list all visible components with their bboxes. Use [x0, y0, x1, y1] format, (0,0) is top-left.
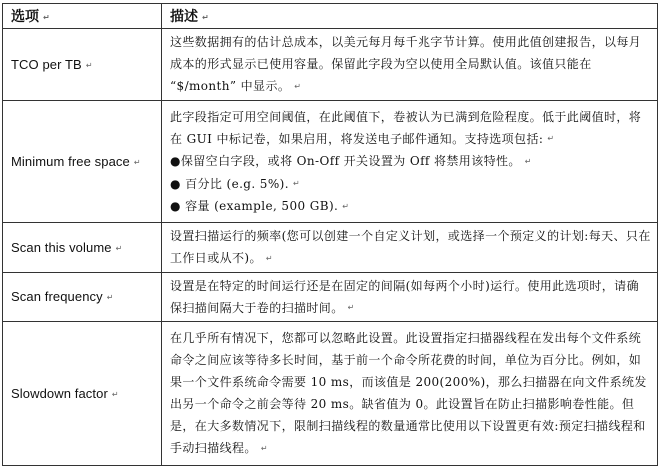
option-description: 此字段指定可用空间阈值，在此阈值下，卷被认为已满到危险程度。低于此阈值时，将在 GUI 中标记卷，如果启用，将发送电子邮件通知。支持选项包括: ↵ ●保留空白字段，或将 On-Off 开关设置为 Off 将禁用该特性。 ↵ ● 百分比 (e.g. 5%). ↵ ● 容量 (example, 500 GB). ↵	[162, 101, 658, 223]
option-description: 在几乎所有情况下，您都可以忽略此设置。此设置指定扫描器线程在发出每个文件系统命令之间应该等待多长时间，基于前一个命令所花费的时间，单位为百分比。例如，如果一个文件系统命令需要 10 ms，而该值是 200(200%)，那么扫描器在向文件系统发出另一个命令之前会等待 20 ms。缺省值为 0。此设置旨在防止扫描影响卷性能。但是，在大多数情况下，限制扫描线程的数量通常比使用以下设置更有效:预定扫描线程和手动扫描线程。 ↵	[162, 322, 658, 466]
option-description: 设置是在特定的时间运行还是在固定的间隔(如每两个小时)运行。使用此选项时，请确保扫描间隔大于卷的扫描时间。 ↵	[162, 272, 658, 322]
option-name: TCO per TB ↵	[3, 29, 162, 101]
bullet-item: ● 百分比 (e.g. 5%). ↵	[170, 176, 301, 191]
option-name: Slowdown factor ↵	[3, 322, 162, 466]
table-row-tco-per-tb	[3, 29, 658, 101]
option-description: 这些数据拥有的估计总成本，以美元每月每千兆字节计算。使用此值创建报告，以每月成本的形式显示已使用容量。保留此字段为空以使用全局默认值。该值只能在 “$/month” 中显示。 ↵	[162, 29, 658, 101]
bullet-item: ● 容量 (example, 500 GB). ↵	[170, 199, 350, 213]
table-row-scan-this-volume	[3, 223, 658, 273]
table-header-row	[3, 4, 658, 29]
header-description: 描述 ↵	[162, 4, 658, 29]
option-name: Scan this volume ↵	[3, 223, 162, 273]
header-option: 选项 ↵	[3, 4, 162, 29]
table-row-slowdown-factor	[3, 322, 658, 466]
option-name: Minimum free space ↵	[3, 101, 162, 223]
table-row-scan-frequency	[3, 272, 658, 322]
bullet-item: ●保留空白字段，或将 On-Off 开关设置为 Off 将禁用该特性。 ↵	[170, 154, 532, 168]
options-table	[2, 3, 658, 466]
option-name: Scan frequency ↵	[3, 272, 162, 322]
option-description: 设置扫描运行的频率(您可以创建一个自定义计划，或选择一个预定义的计划:每天、只在工作日或从不)。 ↵	[162, 223, 658, 273]
table-row-minimum-free-space	[3, 101, 658, 223]
